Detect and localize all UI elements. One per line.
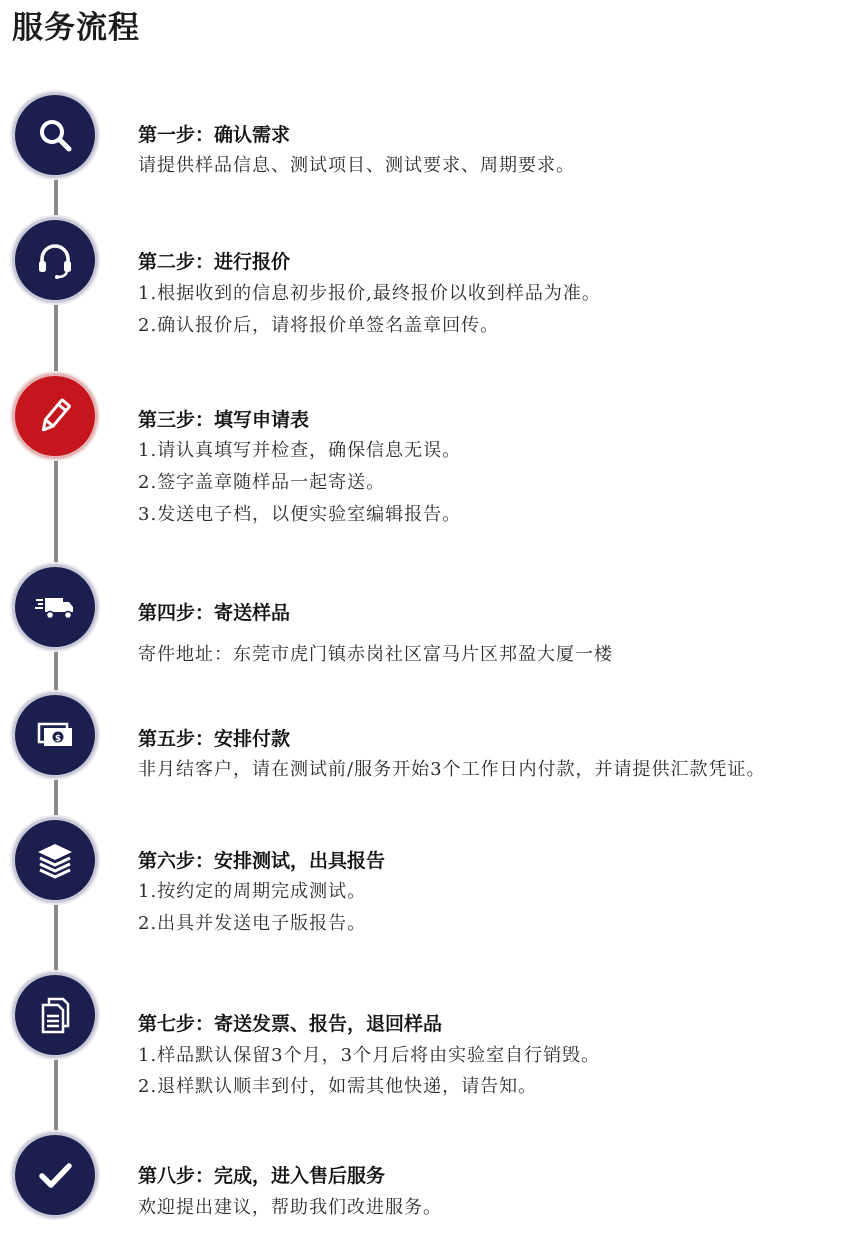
step-title: 第三步：填写申请表	[138, 409, 310, 431]
step-description: 欢迎提出建议，帮助我们改进服务。	[138, 1197, 442, 1218]
money-icon	[15, 695, 95, 775]
svg-text:$: $	[54, 734, 62, 744]
delivery-truck-icon	[15, 567, 95, 647]
step-line: 3.发送电子档，以便实验室编辑报告。	[138, 504, 462, 525]
step-line: 1.按约定的周期完成测试。	[138, 881, 367, 902]
pencil-icon	[15, 376, 95, 456]
step-line: 2.确认报价后，请将报价单签名盖章回传。	[138, 315, 500, 336]
step-title: 第二步：进行报价	[138, 251, 291, 273]
layers-icon	[15, 820, 95, 900]
step-title: 第六步：安排测试，出具报告	[138, 850, 386, 872]
shipping-address: 寄件地址：东莞市虎门镇赤岗社区富马片区邦盈大厦一楼	[138, 644, 613, 665]
step-title: 第五步：安排付款	[138, 728, 291, 750]
checkmark-icon	[15, 1135, 95, 1215]
step-title: 第八步：完成，进入售后服务	[138, 1165, 386, 1187]
page-title: 服务流程	[12, 10, 140, 46]
step-line: 1.样品默认保留3个月，3个月后将由实验室自行销毁。	[138, 1045, 601, 1066]
step-description: 请提供样品信息、测试项目、测试要求、周期要求。	[138, 155, 575, 176]
step-title: 第七步：寄送发票、报告，退回样品	[138, 1013, 443, 1035]
step-description: 非月结客户，请在测试前/服务开始3个工作日内付款，并请提供汇款凭证。	[138, 759, 766, 780]
step-line: 2.出具并发送电子版报告。	[138, 913, 367, 934]
document-icon	[15, 975, 95, 1055]
headset-icon	[15, 220, 95, 300]
search-icon	[15, 95, 95, 175]
step-line: 2.退样默认顺丰到付，如需其他快递，请告知。	[138, 1076, 538, 1097]
step-line: 1.根据收到的信息初步报价,最终报价以收到样品为准。	[138, 283, 601, 304]
step-line: 2.签字盖章随样品一起寄送。	[138, 472, 386, 493]
step-title: 第四步：寄送样品	[138, 602, 291, 624]
step-line: 1.请认真填写并检查，确保信息无误。	[138, 440, 462, 461]
step-title: 第一步：确认需求	[138, 124, 291, 146]
